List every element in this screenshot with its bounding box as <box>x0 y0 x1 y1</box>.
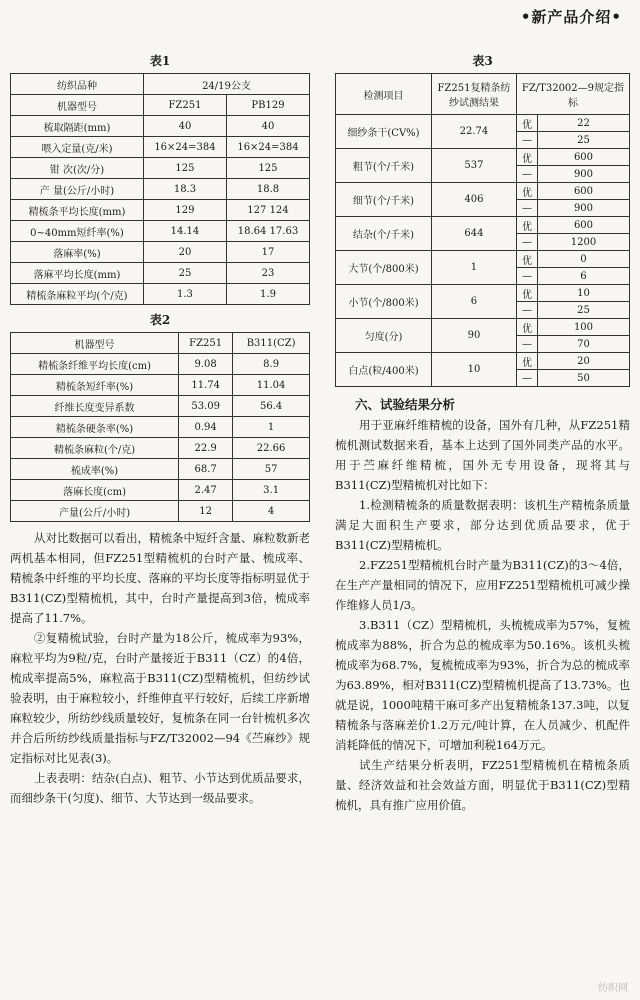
table2-cell: 22.66 <box>233 438 310 459</box>
table3-grade: — <box>516 166 537 183</box>
table1-row <box>11 179 310 200</box>
table3-result: 6 <box>431 285 516 319</box>
table3-standard-value: 100 <box>537 319 629 336</box>
left-column <box>10 50 310 808</box>
table2-cell: 精梳条短纤率(%) <box>11 375 179 396</box>
table3-standard-value: 600 <box>537 183 629 200</box>
table3-standard-value: 0 <box>537 251 629 268</box>
table2-cell: 纤维长度变异系数 <box>11 396 179 417</box>
table3-row <box>336 251 630 268</box>
table3-row <box>336 319 630 336</box>
table1-cell: 18.64 17.63 <box>226 221 309 242</box>
right-paragraph-2: 1.检测精梳条的质量数据表明：该机生产精梳条质量满足大面积生产要求，部分达到优质品要求，优于B311(CZ)型精梳机。 <box>335 498 630 552</box>
table1-cell: 纺织品种 <box>11 74 144 95</box>
table3-header-row <box>336 74 630 115</box>
table1-cell: 16×24=384 <box>226 137 309 158</box>
table3-standard-value: 600 <box>537 217 629 234</box>
table2-row <box>11 396 310 417</box>
table3-head-item: 检测项目 <box>336 74 432 115</box>
table1-cell: 16×24=384 <box>143 137 226 158</box>
table3-item: 粗节(个/千米) <box>336 149 432 183</box>
table1-cell: 40 <box>226 116 309 137</box>
table1-cell: 125 <box>226 158 309 179</box>
table3-row <box>336 285 630 302</box>
table3-standard-value: 25 <box>537 132 629 149</box>
table3-row <box>336 217 630 234</box>
table3-grade: 优 <box>516 285 537 302</box>
table3-result: 406 <box>431 183 516 217</box>
table3-standard-value: 6 <box>537 268 629 285</box>
table2-cell: 8.9 <box>233 354 310 375</box>
table1 <box>10 73 310 305</box>
table1-row <box>11 74 310 95</box>
table2-cell: 精梳条硬条率(%) <box>11 417 179 438</box>
table3-result: 10 <box>431 353 516 387</box>
table3-item: 细纱条干(CV%) <box>336 115 432 149</box>
right-column <box>335 50 630 815</box>
table2-row <box>11 459 310 480</box>
right-paragraph-3: 2.FZ251型精梳机台时产量为B311(CZ)的3～4倍，在生产产量相同的情况下，应用FZ251型精梳机可减少操作维修人员1/3。 <box>335 558 630 612</box>
section-title: 六、试验结果分析 <box>355 397 456 412</box>
table3-item: 小节(个/800米) <box>336 285 432 319</box>
table3-head-result: FZ251复精条纺纱试测结果 <box>431 74 516 115</box>
table3-grade: 优 <box>516 319 537 336</box>
table3 <box>335 73 630 387</box>
left-paragraph-3: 上表表明：结杂(白点)、粗节、小节达到优质品要求，而细纱条干(匀度)、细节、大节达到一级品要求。 <box>10 771 310 805</box>
table2-row <box>11 501 310 522</box>
table2-cell: 3.1 <box>233 480 310 501</box>
table3-grade: — <box>516 234 537 251</box>
table3-standard-value: 900 <box>537 200 629 217</box>
table2-cell: 11.74 <box>179 375 233 396</box>
table1-cell: 落麻平均长度(mm) <box>11 263 144 284</box>
left-paragraph-2: ②复精梳试验，台时产量为18公斤，梳成率为93%，麻粒平均为9粒/克，台时产量接近于B311（CZ）的4倍，梳成率提高5%，麻粒高于B311(CZ)型精梳机，但纺纱试验表明，由于麻粒较小，纤维伸直平行较好，后续工序新增麻粒较少，所纺纱线质量较好，复梳条在同一台针梳机多次并合后所纺纱线质量指标与FZ/T32002—94《苎麻纱》规定指标对比见表(3)。 <box>10 631 310 765</box>
table3-item: 白点(粒/400米) <box>336 353 432 387</box>
table2-cell: B311(CZ) <box>233 333 310 354</box>
table1-cell: 40 <box>143 116 226 137</box>
table2-cell: 11.04 <box>233 375 310 396</box>
table3-item: 结杂(个/千米) <box>336 217 432 251</box>
table3-grade: — <box>516 370 537 387</box>
table1-cell: 喂入定量(克/米) <box>11 137 144 158</box>
table1-row <box>11 200 310 221</box>
table1-cell: 0~40mm短纤率(%) <box>11 221 144 242</box>
table1-row <box>11 242 310 263</box>
table1-cell: 127 124 <box>226 200 309 221</box>
table1-row <box>11 221 310 242</box>
watermark: 纺织网 <box>598 983 628 994</box>
table2-caption: 表2 <box>149 313 171 327</box>
table1-cell: 18.3 <box>143 179 226 200</box>
table1-cell: 钳 次(次/分) <box>11 158 144 179</box>
table1-cell: 20 <box>143 242 226 263</box>
table2-row <box>11 438 310 459</box>
table3-standard-value: 70 <box>537 336 629 353</box>
table2-cell: 产量(公斤/小时) <box>11 501 179 522</box>
table1-caption: 表1 <box>149 54 171 68</box>
table3-row <box>336 149 630 166</box>
table3-grade: 优 <box>516 149 537 166</box>
table3-grade: 优 <box>516 115 537 132</box>
table1-row <box>11 158 310 179</box>
table3-head-standard: FZ/T32002—9规定指标 <box>516 74 629 115</box>
table3-grade: — <box>516 200 537 217</box>
table1-cell: 18.8 <box>226 179 309 200</box>
left-paragraph-1: 从对比数据可以看出，精梳条中短纤含量、麻粒数新老两机基本相同，但FZ251型精梳机的台时产量、梳成率、精梳条中纤维的平均长度、落麻的平均长度等指标明显优于B311(CZ)型精梳机，其中，台时产量提高到3倍，梳成率提高了11.7%。 <box>10 531 310 625</box>
table1-row <box>11 284 310 305</box>
table3-item: 大节(个/800米) <box>336 251 432 285</box>
table3-row <box>336 353 630 370</box>
table2-cell: 53.09 <box>179 396 233 417</box>
table2-row <box>11 375 310 396</box>
table2 <box>10 332 310 522</box>
table1-cell: 17 <box>226 242 309 263</box>
right-paragraph-4: 3.B311（CZ）型精梳机，头梳梳成率为57%，复梳梳成率为88%，折合为总的梳成率为50.16%。该机头梳梳成率为68.7%，复梳梳成率为93%，折合为总的梳成率为63.89%，相对B311(CZ)型精梳机提高了13.73%。也就是说，1000吨精干麻可多产出复精梳条137.3吨，以复精梳条与落麻差价1.2万元/吨计算，在人员减少、机配件消耗降低的情况下，可增加利税164万元。 <box>335 618 630 752</box>
table3-standard-value: 1200 <box>537 234 629 251</box>
table2-cell: 落麻长度(cm) <box>11 480 179 501</box>
table1-cell: PB129 <box>226 95 309 116</box>
table1-cell: 25 <box>143 263 226 284</box>
table2-cell: 机器型号 <box>11 333 179 354</box>
table3-standard-value: 25 <box>537 302 629 319</box>
table1-cell: 24/19公支 <box>143 74 309 95</box>
table3-result: 537 <box>431 149 516 183</box>
table2-cell: FZ251 <box>179 333 233 354</box>
table3-grade: 优 <box>516 251 537 268</box>
table2-row <box>11 333 310 354</box>
table1-row <box>11 95 310 116</box>
table1-cell: 129 <box>143 200 226 221</box>
table2-cell: 1 <box>233 417 310 438</box>
table2-cell: 68.7 <box>179 459 233 480</box>
table2-cell: 56.4 <box>233 396 310 417</box>
table3-result: 644 <box>431 217 516 251</box>
table3-standard-value: 50 <box>537 370 629 387</box>
table3-grade: 优 <box>516 183 537 200</box>
table3-grade: — <box>516 336 537 353</box>
table1-cell: 14.14 <box>143 221 226 242</box>
table3-standard-value: 22 <box>537 115 629 132</box>
table2-cell: 精梳条麻粒(个/克) <box>11 438 179 459</box>
table3-item: 匀度(分) <box>336 319 432 353</box>
table1-cell: 1.9 <box>226 284 309 305</box>
table1-cell: 精梳条麻粒平均(个/克) <box>11 284 144 305</box>
table1-row <box>11 263 310 284</box>
table1-cell: FZ251 <box>143 95 226 116</box>
table2-cell: 梳成率(%) <box>11 459 179 480</box>
table3-result: 22.74 <box>431 115 516 149</box>
table3-result: 90 <box>431 319 516 353</box>
table2-cell: 57 <box>233 459 310 480</box>
table1-cell: 23 <box>226 263 309 284</box>
table3-standard-value: 10 <box>537 285 629 302</box>
table3-item: 细节(个/千米) <box>336 183 432 217</box>
table2-row <box>11 354 310 375</box>
table2-cell: 22.9 <box>179 438 233 459</box>
table3-caption: 表3 <box>472 54 493 68</box>
table1-row <box>11 116 310 137</box>
table3-grade: — <box>516 302 537 319</box>
table1-row <box>11 137 310 158</box>
table2-cell: 精梳条纤维平均长度(cm) <box>11 354 179 375</box>
table2-cell: 9.08 <box>179 354 233 375</box>
table2-row <box>11 417 310 438</box>
table3-standard-value: 20 <box>537 353 629 370</box>
right-paragraph-5: 试生产结果分析表明，FZ251型精梳机在精梳条质量、经济效益和社会效益方面，明显优于B311(CZ)型精梳机，具有推广应用价值。 <box>335 758 630 812</box>
section-header: •新产品介绍• <box>520 8 622 26</box>
table2-cell: 4 <box>233 501 310 522</box>
table2-cell: 0.94 <box>179 417 233 438</box>
table1-cell: 产 量(公斤/小时) <box>11 179 144 200</box>
table3-grade: — <box>516 132 537 149</box>
table3-standard-value: 900 <box>537 166 629 183</box>
table2-cell: 2.47 <box>179 480 233 501</box>
table3-row <box>336 183 630 200</box>
table1-cell: 机器型号 <box>11 95 144 116</box>
table3-grade: 优 <box>516 217 537 234</box>
table3-grade: 优 <box>516 353 537 370</box>
table1-cell: 125 <box>143 158 226 179</box>
table3-row <box>336 115 630 132</box>
table1-cell: 精梳条平均长度(mm) <box>11 200 144 221</box>
right-paragraph-1: 用于亚麻纤维精梳的设备，国外有几种，从FZ251精梳机测试数据来看，基本上达到了国外同类产品的水平。用于苎麻纤维精梳，国外无专用设备，现将其与B311(CZ)型精梳机对比如下： <box>335 418 630 492</box>
table3-grade: — <box>516 268 537 285</box>
table1-cell: 1.3 <box>143 284 226 305</box>
table1-cell: 落麻率(%) <box>11 242 144 263</box>
table1-cell: 梳取隔距(mm) <box>11 116 144 137</box>
table3-result: 1 <box>431 251 516 285</box>
table2-row <box>11 480 310 501</box>
table2-cell: 12 <box>179 501 233 522</box>
table3-standard-value: 600 <box>537 149 629 166</box>
